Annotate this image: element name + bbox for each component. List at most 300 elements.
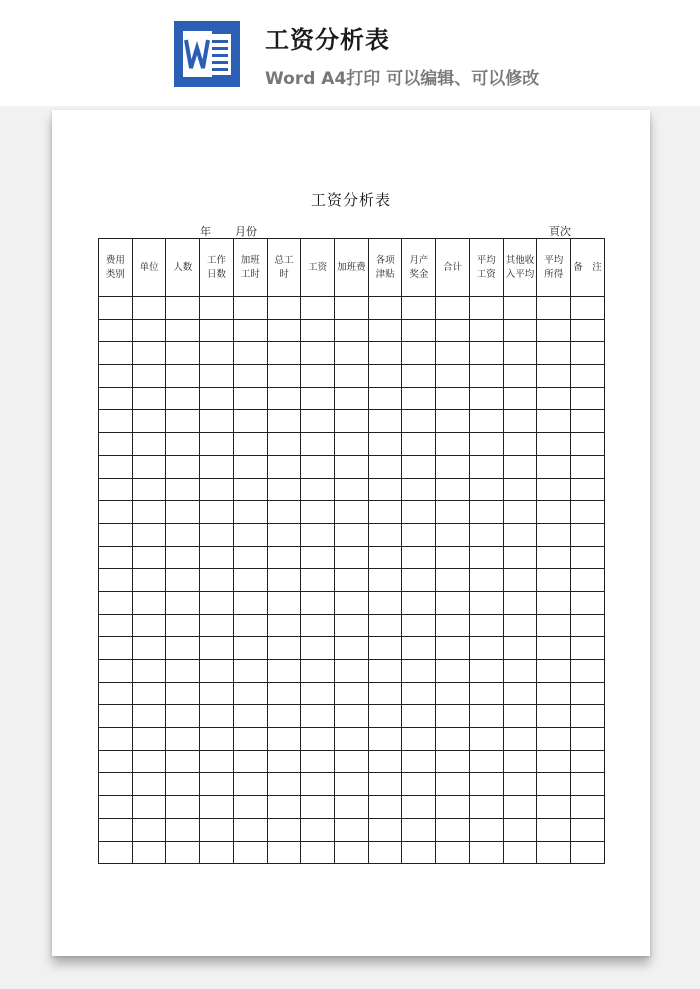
table-cell[interactable] — [537, 637, 571, 660]
table-cell[interactable] — [503, 750, 537, 773]
table-cell[interactable] — [537, 455, 571, 478]
table-cell[interactable] — [233, 841, 267, 864]
table-cell[interactable] — [132, 523, 166, 546]
table-cell[interactable] — [301, 728, 335, 751]
table-cell[interactable] — [233, 546, 267, 569]
table-cell[interactable] — [402, 410, 436, 433]
table-cell[interactable] — [469, 297, 503, 320]
table-cell[interactable] — [132, 501, 166, 524]
table-cell[interactable] — [503, 319, 537, 342]
table-cell[interactable] — [233, 660, 267, 683]
table-cell[interactable] — [402, 523, 436, 546]
table-cell[interactable] — [267, 546, 301, 569]
table-cell[interactable] — [571, 841, 605, 864]
table-cell[interactable] — [166, 705, 200, 728]
table-cell[interactable] — [368, 387, 402, 410]
table-cell[interactable] — [132, 297, 166, 320]
table-cell[interactable] — [233, 705, 267, 728]
table-cell[interactable] — [571, 796, 605, 819]
table-cell[interactable] — [132, 365, 166, 388]
table-cell[interactable] — [402, 637, 436, 660]
table-cell[interactable] — [233, 297, 267, 320]
table-cell[interactable] — [368, 478, 402, 501]
table-cell[interactable] — [301, 455, 335, 478]
table-cell[interactable] — [132, 387, 166, 410]
table-cell[interactable] — [335, 478, 369, 501]
table-cell[interactable] — [335, 455, 369, 478]
table-cell[interactable] — [469, 682, 503, 705]
table-cell[interactable] — [99, 591, 133, 614]
table-cell[interactable] — [503, 455, 537, 478]
table-cell[interactable] — [503, 342, 537, 365]
table-cell[interactable] — [537, 387, 571, 410]
table-cell[interactable] — [99, 818, 133, 841]
table-cell[interactable] — [402, 796, 436, 819]
table-cell[interactable] — [503, 501, 537, 524]
table-cell[interactable] — [436, 773, 470, 796]
table-cell[interactable] — [301, 841, 335, 864]
table-cell[interactable] — [503, 591, 537, 614]
table-cell[interactable] — [301, 705, 335, 728]
table-cell[interactable] — [436, 750, 470, 773]
table-cell[interactable] — [233, 410, 267, 433]
table-cell[interactable] — [335, 750, 369, 773]
table-cell[interactable] — [335, 410, 369, 433]
table-cell[interactable] — [267, 523, 301, 546]
table-cell[interactable] — [200, 660, 234, 683]
table-cell[interactable] — [301, 433, 335, 456]
table-cell[interactable] — [436, 637, 470, 660]
table-cell[interactable] — [436, 614, 470, 637]
table-cell[interactable] — [571, 637, 605, 660]
table-cell[interactable] — [537, 750, 571, 773]
table-cell[interactable] — [200, 637, 234, 660]
table-cell[interactable] — [402, 728, 436, 751]
table-cell[interactable] — [335, 591, 369, 614]
table-cell[interactable] — [571, 750, 605, 773]
table-cell[interactable] — [132, 773, 166, 796]
table-cell[interactable] — [166, 728, 200, 751]
table-cell[interactable] — [200, 569, 234, 592]
table-cell[interactable] — [166, 478, 200, 501]
table-cell[interactable] — [99, 637, 133, 660]
table-cell[interactable] — [537, 728, 571, 751]
table-cell[interactable] — [335, 614, 369, 637]
table-cell[interactable] — [200, 501, 234, 524]
table-cell[interactable] — [571, 614, 605, 637]
table-cell[interactable] — [200, 342, 234, 365]
table-cell[interactable] — [132, 569, 166, 592]
table-cell[interactable] — [301, 773, 335, 796]
table-cell[interactable] — [368, 342, 402, 365]
table-cell[interactable] — [469, 501, 503, 524]
table-cell[interactable] — [301, 319, 335, 342]
table-cell[interactable] — [267, 569, 301, 592]
table-cell[interactable] — [301, 818, 335, 841]
table-cell[interactable] — [99, 796, 133, 819]
table-cell[interactable] — [436, 569, 470, 592]
table-cell[interactable] — [571, 660, 605, 683]
table-cell[interactable] — [571, 342, 605, 365]
table-cell[interactable] — [469, 410, 503, 433]
table-cell[interactable] — [469, 478, 503, 501]
table-cell[interactable] — [368, 319, 402, 342]
table-cell[interactable] — [99, 478, 133, 501]
table-cell[interactable] — [200, 796, 234, 819]
table-cell[interactable] — [335, 569, 369, 592]
table-cell[interactable] — [233, 728, 267, 751]
table-cell[interactable] — [301, 660, 335, 683]
table-cell[interactable] — [503, 637, 537, 660]
table-cell[interactable] — [368, 455, 402, 478]
table-cell[interactable] — [200, 319, 234, 342]
table-cell[interactable] — [402, 773, 436, 796]
table-cell[interactable] — [571, 569, 605, 592]
table-cell[interactable] — [335, 319, 369, 342]
table-cell[interactable] — [469, 546, 503, 569]
table-cell[interactable] — [368, 501, 402, 524]
table-cell[interactable] — [335, 342, 369, 365]
table-cell[interactable] — [233, 796, 267, 819]
table-cell[interactable] — [368, 796, 402, 819]
table-cell[interactable] — [99, 546, 133, 569]
table-cell[interactable] — [301, 591, 335, 614]
table-cell[interactable] — [503, 841, 537, 864]
table-cell[interactable] — [99, 319, 133, 342]
table-cell[interactable] — [166, 297, 200, 320]
table-cell[interactable] — [571, 728, 605, 751]
table-cell[interactable] — [233, 455, 267, 478]
table-cell[interactable] — [537, 342, 571, 365]
table-cell[interactable] — [469, 728, 503, 751]
table-cell[interactable] — [99, 410, 133, 433]
table-cell[interactable] — [166, 546, 200, 569]
table-cell[interactable] — [469, 750, 503, 773]
table-cell[interactable] — [267, 728, 301, 751]
table-cell[interactable] — [166, 773, 200, 796]
table-cell[interactable] — [368, 297, 402, 320]
table-cell[interactable] — [503, 660, 537, 683]
table-cell[interactable] — [335, 637, 369, 660]
table-cell[interactable] — [132, 750, 166, 773]
table-cell[interactable] — [233, 433, 267, 456]
table-cell[interactable] — [267, 342, 301, 365]
table-cell[interactable] — [132, 796, 166, 819]
table-cell[interactable] — [537, 660, 571, 683]
table-cell[interactable] — [503, 433, 537, 456]
table-cell[interactable] — [267, 365, 301, 388]
table-cell[interactable] — [402, 478, 436, 501]
table-cell[interactable] — [469, 841, 503, 864]
table-cell[interactable] — [267, 433, 301, 456]
table-cell[interactable] — [503, 297, 537, 320]
table-cell[interactable] — [132, 591, 166, 614]
table-cell[interactable] — [233, 523, 267, 546]
table-cell[interactable] — [571, 523, 605, 546]
table-cell[interactable] — [267, 410, 301, 433]
table-cell[interactable] — [166, 682, 200, 705]
table-cell[interactable] — [436, 546, 470, 569]
table-cell[interactable] — [166, 387, 200, 410]
table-cell[interactable] — [233, 387, 267, 410]
table-cell[interactable] — [368, 523, 402, 546]
table-cell[interactable] — [503, 796, 537, 819]
table-cell[interactable] — [301, 569, 335, 592]
table-cell[interactable] — [335, 796, 369, 819]
table-cell[interactable] — [436, 387, 470, 410]
table-cell[interactable] — [571, 478, 605, 501]
table-cell[interactable] — [402, 319, 436, 342]
table-cell[interactable] — [571, 705, 605, 728]
table-cell[interactable] — [436, 342, 470, 365]
table-cell[interactable] — [436, 796, 470, 819]
table-cell[interactable] — [132, 818, 166, 841]
table-cell[interactable] — [200, 818, 234, 841]
table-cell[interactable] — [368, 841, 402, 864]
table-cell[interactable] — [99, 750, 133, 773]
table-cell[interactable] — [537, 523, 571, 546]
table-cell[interactable] — [368, 365, 402, 388]
table-cell[interactable] — [368, 569, 402, 592]
table-cell[interactable] — [537, 773, 571, 796]
table-cell[interactable] — [166, 365, 200, 388]
table-cell[interactable] — [200, 433, 234, 456]
table-cell[interactable] — [267, 591, 301, 614]
table-cell[interactable] — [402, 297, 436, 320]
table-cell[interactable] — [233, 818, 267, 841]
table-cell[interactable] — [166, 796, 200, 819]
table-cell[interactable] — [200, 455, 234, 478]
table-cell[interactable] — [200, 546, 234, 569]
table-cell[interactable] — [469, 773, 503, 796]
table-cell[interactable] — [233, 591, 267, 614]
table-cell[interactable] — [200, 728, 234, 751]
table-cell[interactable] — [233, 501, 267, 524]
table-cell[interactable] — [402, 455, 436, 478]
table-cell[interactable] — [200, 523, 234, 546]
table-cell[interactable] — [233, 365, 267, 388]
table-cell[interactable] — [166, 841, 200, 864]
table-cell[interactable] — [469, 705, 503, 728]
table-cell[interactable] — [436, 297, 470, 320]
table-cell[interactable] — [99, 501, 133, 524]
table-cell[interactable] — [132, 478, 166, 501]
table-cell[interactable] — [469, 455, 503, 478]
table-cell[interactable] — [469, 433, 503, 456]
table-cell[interactable] — [132, 319, 166, 342]
table-cell[interactable] — [200, 478, 234, 501]
table-cell[interactable] — [436, 433, 470, 456]
table-cell[interactable] — [436, 501, 470, 524]
table-cell[interactable] — [571, 297, 605, 320]
table-cell[interactable] — [537, 614, 571, 637]
table-cell[interactable] — [368, 546, 402, 569]
table-cell[interactable] — [132, 841, 166, 864]
table-cell[interactable] — [99, 682, 133, 705]
table-cell[interactable] — [537, 841, 571, 864]
table-cell[interactable] — [99, 728, 133, 751]
table-cell[interactable] — [99, 342, 133, 365]
table-cell[interactable] — [469, 523, 503, 546]
table-cell[interactable] — [503, 682, 537, 705]
table-cell[interactable] — [537, 501, 571, 524]
table-cell[interactable] — [503, 614, 537, 637]
table-cell[interactable] — [503, 728, 537, 751]
table-cell[interactable] — [132, 614, 166, 637]
table-cell[interactable] — [469, 387, 503, 410]
table-cell[interactable] — [267, 637, 301, 660]
table-cell[interactable] — [402, 614, 436, 637]
table-cell[interactable] — [368, 728, 402, 751]
table-cell[interactable] — [469, 796, 503, 819]
table-cell[interactable] — [233, 319, 267, 342]
table-cell[interactable] — [571, 818, 605, 841]
table-cell[interactable] — [537, 796, 571, 819]
table-cell[interactable] — [571, 455, 605, 478]
table-cell[interactable] — [233, 682, 267, 705]
table-cell[interactable] — [537, 705, 571, 728]
table-cell[interactable] — [99, 841, 133, 864]
table-cell[interactable] — [469, 569, 503, 592]
table-cell[interactable] — [402, 342, 436, 365]
table-cell[interactable] — [99, 523, 133, 546]
table-cell[interactable] — [166, 410, 200, 433]
table-cell[interactable] — [267, 478, 301, 501]
table-cell[interactable] — [402, 501, 436, 524]
table-cell[interactable] — [301, 501, 335, 524]
table-cell[interactable] — [267, 614, 301, 637]
table-cell[interactable] — [571, 433, 605, 456]
table-cell[interactable] — [99, 433, 133, 456]
table-cell[interactable] — [267, 297, 301, 320]
table-cell[interactable] — [503, 478, 537, 501]
table-cell[interactable] — [132, 660, 166, 683]
table-cell[interactable] — [132, 705, 166, 728]
table-cell[interactable] — [301, 478, 335, 501]
table-cell[interactable] — [301, 523, 335, 546]
table-cell[interactable] — [436, 478, 470, 501]
table-cell[interactable] — [503, 387, 537, 410]
table-cell[interactable] — [200, 591, 234, 614]
table-cell[interactable] — [267, 773, 301, 796]
table-cell[interactable] — [267, 750, 301, 773]
table-cell[interactable] — [402, 591, 436, 614]
table-cell[interactable] — [368, 773, 402, 796]
table-cell[interactable] — [99, 773, 133, 796]
table-cell[interactable] — [132, 546, 166, 569]
table-cell[interactable] — [335, 818, 369, 841]
table-cell[interactable] — [200, 614, 234, 637]
table-cell[interactable] — [335, 297, 369, 320]
table-cell[interactable] — [335, 501, 369, 524]
table-cell[interactable] — [402, 818, 436, 841]
table-cell[interactable] — [301, 637, 335, 660]
table-cell[interactable] — [537, 569, 571, 592]
table-cell[interactable] — [436, 728, 470, 751]
table-cell[interactable] — [335, 705, 369, 728]
table-cell[interactable] — [200, 365, 234, 388]
table-cell[interactable] — [166, 455, 200, 478]
table-cell[interactable] — [368, 705, 402, 728]
table-cell[interactable] — [402, 705, 436, 728]
table-cell[interactable] — [537, 546, 571, 569]
table-cell[interactable] — [436, 410, 470, 433]
table-cell[interactable] — [402, 569, 436, 592]
table-cell[interactable] — [436, 591, 470, 614]
table-cell[interactable] — [436, 319, 470, 342]
table-cell[interactable] — [436, 523, 470, 546]
table-cell[interactable] — [166, 614, 200, 637]
table-cell[interactable] — [571, 410, 605, 433]
table-cell[interactable] — [132, 342, 166, 365]
table-cell[interactable] — [132, 410, 166, 433]
table-cell[interactable] — [402, 365, 436, 388]
table-cell[interactable] — [132, 433, 166, 456]
table-cell[interactable] — [537, 818, 571, 841]
table-cell[interactable] — [267, 841, 301, 864]
table-cell[interactable] — [99, 455, 133, 478]
table-cell[interactable] — [503, 705, 537, 728]
table-cell[interactable] — [368, 660, 402, 683]
table-cell[interactable] — [503, 569, 537, 592]
table-cell[interactable] — [537, 319, 571, 342]
table-cell[interactable] — [503, 773, 537, 796]
table-cell[interactable] — [402, 841, 436, 864]
table-cell[interactable] — [436, 818, 470, 841]
table-cell[interactable] — [233, 750, 267, 773]
table-cell[interactable] — [200, 750, 234, 773]
table-cell[interactable] — [200, 841, 234, 864]
table-cell[interactable] — [335, 773, 369, 796]
table-cell[interactable] — [301, 750, 335, 773]
table-cell[interactable] — [166, 637, 200, 660]
table-cell[interactable] — [469, 591, 503, 614]
table-cell[interactable] — [571, 546, 605, 569]
table-cell[interactable] — [368, 591, 402, 614]
table-cell[interactable] — [368, 818, 402, 841]
table-cell[interactable] — [335, 433, 369, 456]
table-cell[interactable] — [166, 750, 200, 773]
table-cell[interactable] — [267, 818, 301, 841]
table-cell[interactable] — [132, 728, 166, 751]
table-cell[interactable] — [571, 501, 605, 524]
table-cell[interactable] — [99, 660, 133, 683]
table-cell[interactable] — [301, 614, 335, 637]
table-cell[interactable] — [233, 478, 267, 501]
table-cell[interactable] — [368, 433, 402, 456]
table-cell[interactable] — [99, 297, 133, 320]
table-cell[interactable] — [537, 410, 571, 433]
table-cell[interactable] — [200, 410, 234, 433]
table-cell[interactable] — [335, 660, 369, 683]
table-cell[interactable] — [267, 682, 301, 705]
table-cell[interactable] — [200, 773, 234, 796]
table-cell[interactable] — [267, 387, 301, 410]
table-cell[interactable] — [132, 455, 166, 478]
table-cell[interactable] — [99, 705, 133, 728]
table-cell[interactable] — [368, 637, 402, 660]
table-cell[interactable] — [233, 773, 267, 796]
table-cell[interactable] — [368, 410, 402, 433]
table-cell[interactable] — [469, 365, 503, 388]
table-cell[interactable] — [335, 387, 369, 410]
table-cell[interactable] — [503, 818, 537, 841]
table-cell[interactable] — [537, 297, 571, 320]
table-cell[interactable] — [571, 682, 605, 705]
table-cell[interactable] — [301, 342, 335, 365]
table-cell[interactable] — [200, 682, 234, 705]
table-cell[interactable] — [503, 410, 537, 433]
